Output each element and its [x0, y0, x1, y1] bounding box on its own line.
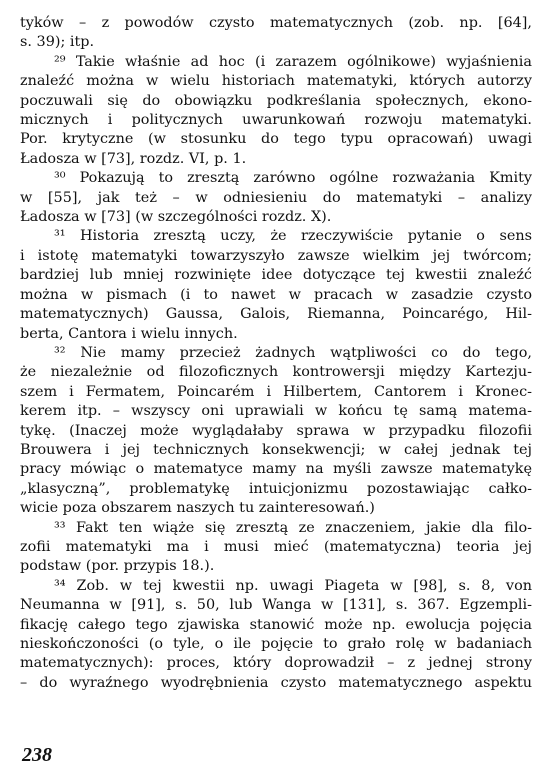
footnote-34-line: ³⁴ Zob. w tej kwestii np. uwagi Piageta w [98], s. 8, von [54, 577, 532, 594]
page-number: 238 [22, 744, 52, 766]
text-line: zofii matematyki ma i musi mieć (matematyczna) teoria jej [20, 538, 532, 555]
text-line: bardziej lub mniej rozwinięte idee dotyczące tej kwestii znaleźć [20, 267, 532, 284]
footnote-32-line: ³² Nie mamy przecież żadnych wątpliwości co do tego, [54, 344, 532, 361]
text-line: kerem itp. – wszyscy oni uprawiali w końcu tę samą matema- [20, 403, 532, 420]
text-line: „klasyczną”, problematykę intuicjonizmu pozostawiając całko- [20, 480, 532, 497]
text-line: Ładosza w [73], rozdz. VI, p. 1. [20, 150, 247, 167]
text-line: można w pismach (i to nawet w pracach w zasadzie czysto [20, 286, 532, 303]
text-line: pracy mówiąc o matematyce mamy na myśli zawsze matematykę [20, 461, 532, 478]
text-line: podstaw (por. przypis 18.). [20, 558, 215, 575]
footnote-30-line: ³⁰ Pokazują to zresztą zarówno ogólne rozważania Kmity [54, 170, 532, 187]
text-line: fikację całego tego zjawiska stanowić może np. ewolucja pojęcia [20, 616, 532, 633]
text-line: s. 39); itp. [20, 34, 95, 51]
footnote-33-line: ³³ Fakt ten wiąże się zresztą ze znaczeniem, jakie dla filo- [54, 519, 532, 536]
footnotes-text [20, 14, 532, 693]
text-line: że niezależnie od filozoficznych kontrowersji między Kartezju- [20, 364, 532, 381]
text-line: wicie poza obszarem naszych tu zainteresowań.) [20, 500, 375, 517]
text-line: w [55], jak też – w odniesieniu do matematyki – analizy [20, 189, 532, 206]
footnote-31-line: ³¹ Historia zresztą uczy, że rzeczywiście pytanie o sens [54, 228, 532, 245]
text-line: nieskończoności (o tyle, o ile pojęcie to grało rolę w badaniach [20, 636, 532, 652]
text-line: matematycznych): proces, który doprowadził – z jednej strony [20, 655, 532, 672]
text-line: – do wyraźnego wyodrębnienia czysto matematycznego aspektu [20, 674, 532, 691]
text-line: Ładosza w [73] (w szczególności rozdz. X). [20, 209, 332, 226]
text-line: i istotę matematyki towarzyszyło zawsze wielkim jej twórcom; [20, 247, 532, 264]
text-line: tykę. (Inaczej może wyglądałaby sprawa w przypadku filozofii [20, 422, 532, 439]
text-line: berta, Cantora i wielu innych. [20, 325, 238, 342]
text-line: matematycznych) Gaussa, Galois, Riemanna, Poincarégo, Hil- [20, 306, 532, 323]
text-line: micznych i politycznych uwarunkowań rozwoju matematyki. [20, 112, 532, 129]
text-line: Por. krytyczne (w stosunku do tego typu opracowań) uwagi [20, 131, 532, 148]
text-line: Neumanna w [91], s. 50, lub Wanga w [131], s. 367. Egzempli- [20, 597, 532, 614]
text-line: poczuwali się do obowiązku podkreślania społecznych, ekono- [20, 92, 532, 109]
text-line: szem i Fermatem, Poincarém i Hilbertem, Cantorem i Kronec- [20, 383, 532, 400]
text-line: tyków – z powodów czysto matematycznych (zob. np. [64], [20, 15, 532, 31]
footnote-29-line: ²⁹ Takie właśnie ad hoc (i zarazem ogólnikowe) wyjaśnienia [54, 53, 532, 70]
text-line: Brouwera i jej technicznych konsekwencji; w całej jednak tej [20, 441, 532, 458]
text-line: znaleźć można w wielu historiach matematyki, których autorzy [20, 73, 532, 90]
